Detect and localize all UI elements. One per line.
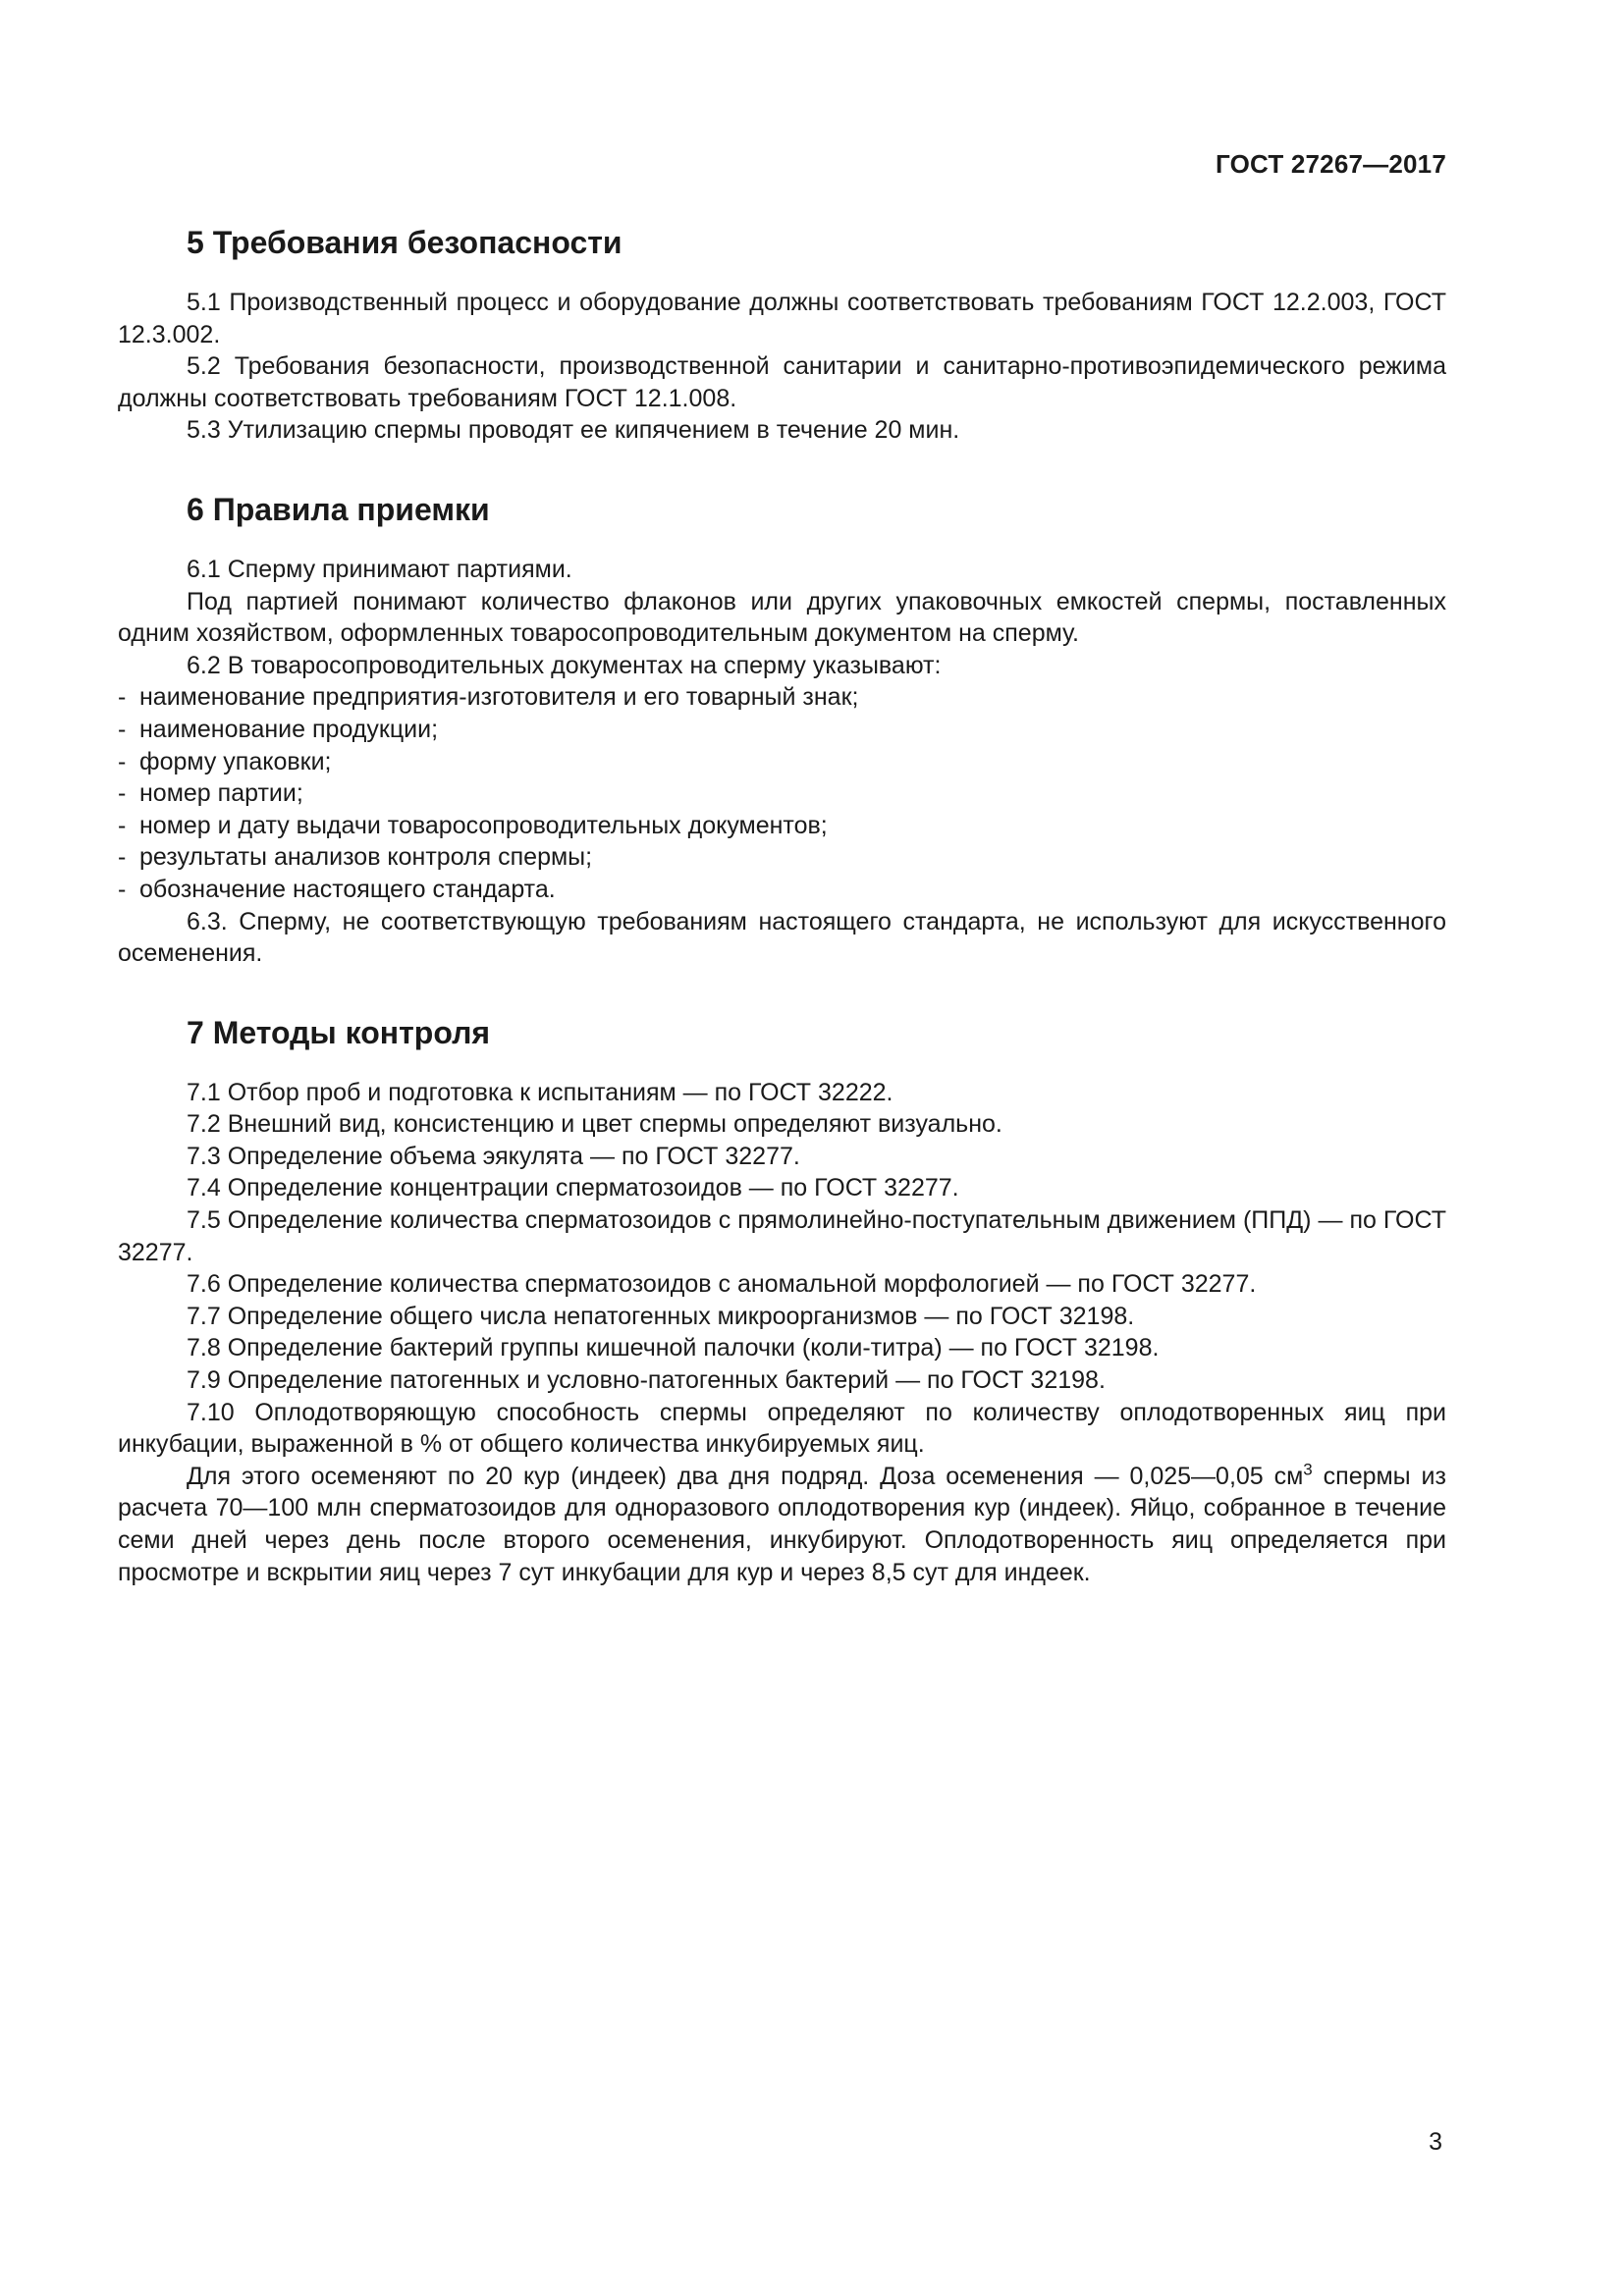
section-acceptance	[118, 491, 1446, 970]
list-item: - наименование продукции;	[118, 715, 439, 743]
paragraph: 7.3 Определение объема эякулята — по ГОСТ 32277.	[187, 1142, 800, 1170]
paragraph: 6.3. Сперму, не соответствующую требованиям настоящего стандарта, не используют для искусственного осеменения.	[118, 907, 1446, 968]
document-content	[118, 224, 1446, 1632]
page-number: 3	[1429, 2128, 1442, 2156]
paragraph: 7.9 Определение патогенных и условно-патогенных бактерий — по ГОСТ 32198.	[187, 1366, 1106, 1395]
paragraph: 5.2 Требования безопасности, производственной санитарии и санитарно-противоэпидемического режима должны соответствовать требованиям ГОСТ 12.1.008.	[118, 352, 1446, 412]
section-safety	[118, 224, 1446, 447]
paragraph: 7.8 Определение бактерий группы кишечной палочки (коли-титра) — по ГОСТ 32198.	[187, 1334, 1160, 1362]
section-methods	[118, 1014, 1446, 1589]
document-page	[118, 0, 1446, 2296]
section-title: 5 Требования безопасности	[187, 225, 623, 260]
paragraph: 5.3 Утилизацию спермы проводят ее кипячением в течение 20 мин.	[187, 416, 960, 445]
paragraph: 7.5 Определение количества сперматозоидов с прямолинейно-поступательным движением (ППД) — по ГОСТ 32277.	[118, 1206, 1446, 1266]
list-item: - номер и дату выдачи товаросопроводительных документов;	[118, 811, 828, 839]
paragraph: 6.1 Сперму принимают партиями.	[187, 555, 572, 583]
paragraph: 7.4 Определение концентрации сперматозоидов — по ГОСТ 32277.	[187, 1174, 959, 1202]
list-item: - форму упаковки;	[118, 747, 332, 775]
paragraph: 7.1 Отбор проб и подготовка к испытаниям — по ГОСТ 32222.	[187, 1078, 893, 1106]
paragraph-dose: Для этого осеменяют по 20 кур (индеек) два дня подряд. Доза осеменения — 0,025—0,05 $см^3$ спермы из расчета 70—100 млн сперматозоидов для одноразового оплодотворения кур (индеек). Яйцо, собранное в течение семи дней через день после второго осеменения, инкубируют. Оплодотворенность яиц определяется при просмотре и вскрытии яиц через 7 сут инкубации для кур и через 8,5 сут для индеек.	[118, 1460, 1446, 1586]
list-item: - результаты анализов контроля спермы;	[118, 843, 593, 872]
document-list	[118, 681, 1446, 905]
list-item: - обозначение настоящего стандарта.	[118, 875, 556, 903]
list-item: - наименование предприятия-изготовителя и его товарный знак;	[118, 683, 859, 712]
paragraph: 6.2 В товаросопроводительных документах на сперму указывают:	[187, 651, 942, 679]
list-item: - номер партии;	[118, 779, 303, 808]
document-code: ГОСТ 27267—2017	[1216, 149, 1446, 179]
paragraph: Под партией понимают количество флаконов или других упаковочных емкостей спермы, поставленных одним хозяйством, оформленных товаросопроводительным документом на сперму.	[118, 587, 1446, 648]
paragraph: 7.7 Определение общего числа непатогенных микроорганизмов — по ГОСТ 32198.	[187, 1302, 1135, 1330]
paragraph: 7.10 Оплодотворяющую способность спермы определяют по количеству оплодотворенных яиц при инкубации, выраженной в % от общего количества инкубируемых яиц.	[118, 1398, 1446, 1459]
paragraph: 7.2 Внешний вид, консистенцию и цвет спермы определяют визуально.	[187, 1110, 1002, 1139]
section-title: 6 Правила приемки	[187, 491, 490, 527]
superscript-unit: 3	[1303, 1460, 1313, 1479]
paragraph: 7.6 Определение количества сперматозоидов с аномальной морфологией — по ГОСТ 32277.	[187, 1270, 1257, 1299]
section-title: 7 Методы контроля	[187, 1014, 491, 1050]
paragraph: 5.1 Производственный процесс и оборудование должны соответствовать требованиям ГОСТ 12.2.003, ГОСТ 12.3.002.	[118, 289, 1446, 348]
